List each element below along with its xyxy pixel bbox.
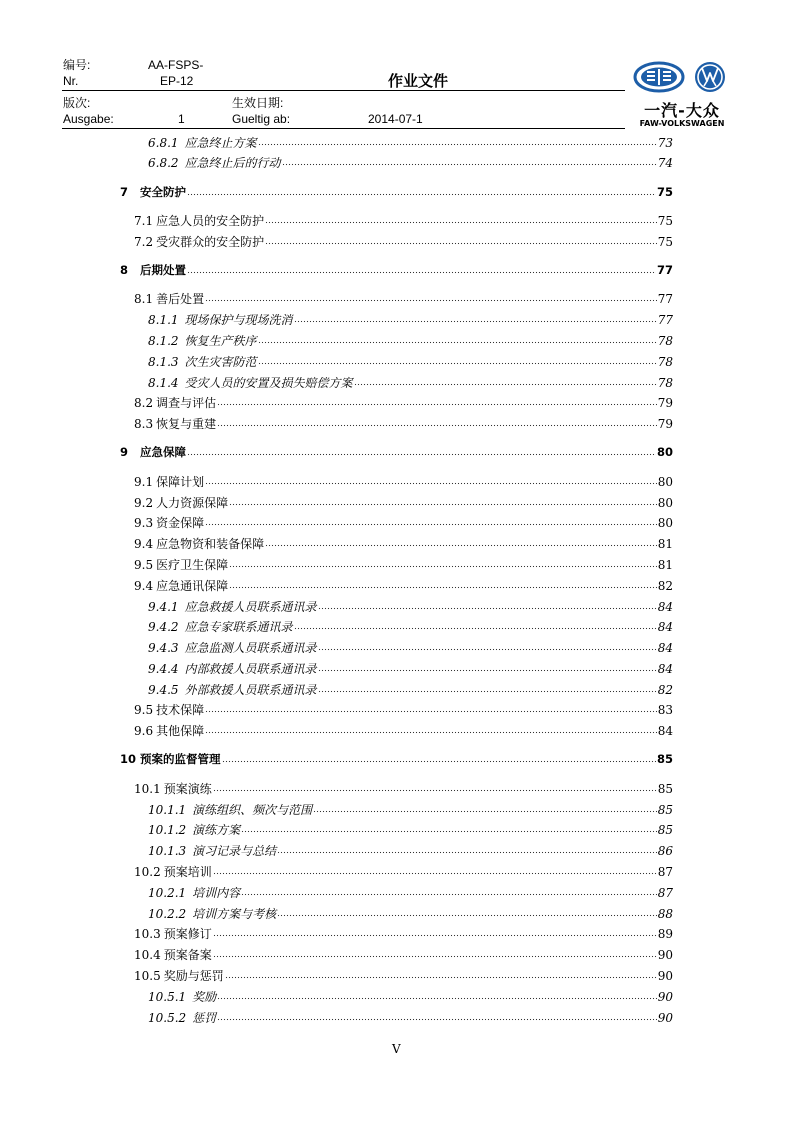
toc-entry[interactable] bbox=[134, 394, 673, 410]
toc-entry-title: 惩罚 bbox=[192, 1011, 217, 1025]
toc-entry-title: 应急终止方案 bbox=[184, 136, 257, 150]
toc-dot-leader bbox=[205, 725, 657, 735]
toc-entry[interactable] bbox=[148, 134, 673, 150]
toc-entry-title: 演练方案 bbox=[192, 823, 241, 837]
toc-dot-leader bbox=[277, 908, 657, 918]
toc-entry-number: 8 bbox=[120, 263, 129, 277]
toc-dot-leader bbox=[217, 1012, 657, 1022]
toc-entry-number: 9.5 bbox=[134, 703, 154, 717]
toc-entry-title: 培训方案与考核 bbox=[192, 907, 277, 921]
toc-entry-title: 应急物资和装备保障 bbox=[156, 537, 265, 551]
toc-entry-title: 恢复生产秩序 bbox=[184, 334, 257, 348]
toc-entry[interactable] bbox=[134, 514, 673, 530]
version-label-cn: 版次: bbox=[63, 96, 91, 110]
valid-date-label-cn: 生效日期: bbox=[232, 96, 284, 110]
toc-entry-page: 80 bbox=[657, 496, 673, 510]
toc-dot-leader bbox=[213, 928, 657, 938]
toc-entry-title: 受灾人员的安置及损失赔偿方案 bbox=[184, 376, 353, 390]
logo-en-text: FAW-VOLKSWAGEN bbox=[639, 119, 725, 128]
toc-entry-page: 78 bbox=[657, 355, 673, 369]
toc-entry-number: 10.3 bbox=[134, 927, 161, 941]
toc-entry-number: 10 bbox=[120, 752, 137, 766]
toc-entry-page: 78 bbox=[657, 334, 673, 348]
toc-entry-title: 应急保障 bbox=[140, 445, 186, 459]
toc-entry-title: 应急终止后的行动 bbox=[184, 156, 281, 170]
toc-entry-page: 81 bbox=[657, 558, 673, 572]
toc-entry-title: 恢复与重建 bbox=[156, 417, 217, 431]
toc-entry[interactable] bbox=[148, 884, 673, 900]
toc-entry[interactable] bbox=[148, 311, 673, 327]
toc-entry-number: 9.2 bbox=[134, 496, 154, 510]
toc-entry[interactable] bbox=[134, 415, 673, 431]
toc-entry-title: 保障计划 bbox=[156, 475, 205, 489]
valid-date-label-de: Gueltig ab: bbox=[232, 112, 291, 126]
toc-entry[interactable] bbox=[134, 722, 673, 738]
toc-entry[interactable] bbox=[148, 660, 673, 676]
toc-entry-number: 10.2.2 bbox=[148, 907, 187, 921]
toc-entry-number: 9.1 bbox=[134, 475, 154, 489]
toc-entry[interactable] bbox=[120, 262, 673, 278]
toc-entry-number: 10.4 bbox=[134, 948, 161, 962]
toc-dot-leader bbox=[217, 991, 657, 1001]
header-rule-top bbox=[62, 90, 625, 91]
toc-entry-title: 预案的监督管理 bbox=[140, 752, 221, 766]
toc-entry-title: 医疗卫生保障 bbox=[156, 558, 229, 572]
toc-dot-leader bbox=[229, 580, 657, 590]
toc-entry[interactable] bbox=[120, 444, 673, 460]
toc-entry[interactable] bbox=[134, 233, 673, 249]
toc-entry-number: 9.4.4 bbox=[148, 662, 179, 676]
toc-entry-page: 87 bbox=[657, 865, 673, 879]
toc-entry-page: 88 bbox=[657, 907, 673, 921]
toc-dot-leader bbox=[205, 704, 657, 714]
toc-entry-number: 10.1.3 bbox=[148, 844, 187, 858]
toc-entry-page: 77 bbox=[657, 292, 673, 306]
toc-entry-number: 9.3 bbox=[134, 516, 154, 530]
toc-entry-number: 9.6 bbox=[134, 724, 154, 738]
toc-entry[interactable] bbox=[148, 842, 673, 858]
toc-entry-title: 技术保障 bbox=[156, 703, 205, 717]
header-rule-bottom bbox=[62, 128, 625, 129]
toc-entry-title: 预案修订 bbox=[163, 927, 212, 941]
toc-entry-number: 7.2 bbox=[134, 235, 154, 249]
toc-entry-page: 77 bbox=[657, 313, 673, 327]
toc-entry-number: 10.5.2 bbox=[148, 1011, 187, 1025]
toc-entry-number: 8.1.4 bbox=[148, 376, 179, 390]
toc-dot-leader bbox=[313, 804, 657, 814]
toc-dot-leader bbox=[318, 642, 657, 652]
toc-entry-number: 10.2 bbox=[134, 865, 161, 879]
toc-dot-leader bbox=[354, 377, 657, 387]
toc-entry-title: 现场保护与现场洗消 bbox=[184, 313, 293, 327]
toc-dot-leader bbox=[187, 187, 656, 197]
toc-entry-title: 安全防护 bbox=[140, 185, 186, 199]
toc-dot-leader bbox=[258, 356, 657, 366]
toc-entry[interactable] bbox=[148, 374, 673, 390]
toc-dot-leader bbox=[222, 754, 656, 764]
toc-entry[interactable] bbox=[134, 535, 673, 551]
toc-entry-number: 8.3 bbox=[134, 417, 154, 431]
toc-entry-number: 10.1.2 bbox=[148, 823, 187, 837]
valid-date-value: 2014-07-1 bbox=[368, 112, 423, 126]
toc-dot-leader bbox=[265, 236, 657, 246]
toc-entry[interactable] bbox=[134, 701, 673, 717]
toc-entry[interactable] bbox=[148, 905, 673, 921]
toc-entry[interactable] bbox=[148, 639, 673, 655]
toc-entry-page: 75 bbox=[656, 185, 673, 199]
toc-entry[interactable] bbox=[134, 473, 673, 489]
toc-entry-page: 90 bbox=[657, 948, 673, 962]
toc-entry-title: 次生灾害防范 bbox=[184, 355, 257, 369]
toc-entry-number: 8.2 bbox=[134, 396, 154, 410]
toc-dot-leader bbox=[258, 137, 657, 147]
toc-dot-leader bbox=[187, 265, 656, 275]
toc-entry-number: 9.4.1 bbox=[148, 600, 179, 614]
doc-number-label-de: Nr. bbox=[63, 74, 79, 88]
toc-entry-page: 84 bbox=[657, 620, 673, 634]
toc-entry-page: 90 bbox=[657, 969, 673, 983]
toc-entry-page: 84 bbox=[657, 641, 673, 655]
toc-entry-number: 10.5 bbox=[134, 969, 161, 983]
toc-dot-leader bbox=[217, 418, 657, 428]
toc-entry[interactable] bbox=[148, 821, 673, 837]
toc-entry[interactable] bbox=[134, 946, 673, 962]
toc-entry-page: 75 bbox=[657, 235, 673, 249]
toc-entry-number: 7 bbox=[120, 185, 129, 199]
toc-dot-leader bbox=[229, 497, 657, 507]
toc-entry-page: 78 bbox=[657, 376, 673, 390]
toc-entry-title: 善后处置 bbox=[156, 292, 205, 306]
toc-dot-leader bbox=[258, 335, 657, 345]
toc-dot-leader bbox=[318, 684, 657, 694]
toc-entry-page: 77 bbox=[656, 263, 673, 277]
toc-dot-leader bbox=[282, 157, 657, 167]
toc-entry-number: 8.1.2 bbox=[148, 334, 179, 348]
toc-entry-title: 外部救援人员联系通讯录 bbox=[184, 683, 317, 697]
version-label-de: Ausgabe: bbox=[63, 112, 114, 126]
toc-dot-leader bbox=[265, 538, 657, 548]
toc-dot-leader bbox=[229, 559, 657, 569]
toc-entry-page: 84 bbox=[657, 724, 673, 738]
toc-entry[interactable] bbox=[134, 556, 673, 572]
toc-dot-leader bbox=[213, 783, 657, 793]
toc-entry-page: 85 bbox=[657, 823, 673, 837]
toc-entry-page: 83 bbox=[657, 703, 673, 717]
toc-entry-number: 7.1 bbox=[134, 214, 154, 228]
page-title: 作业文件 bbox=[388, 72, 449, 90]
toc-entry-title: 奖励 bbox=[192, 990, 217, 1004]
toc-entry-page: 86 bbox=[657, 844, 673, 858]
toc-entry-number: 9.5 bbox=[134, 558, 154, 572]
toc-entry[interactable] bbox=[148, 332, 673, 348]
toc-entry-number: 10.5.1 bbox=[148, 990, 187, 1004]
toc-entry-number: 9.4.5 bbox=[148, 683, 179, 697]
toc-entry-title: 演习记录与总结 bbox=[192, 844, 277, 858]
doc-number-value-line2: EP-12 bbox=[160, 74, 194, 88]
toc-entry-number: 9.4.3 bbox=[148, 641, 179, 655]
toc-dot-leader bbox=[294, 314, 657, 324]
toc-entry-page: 90 bbox=[657, 1011, 673, 1025]
toc-dot-leader bbox=[213, 949, 657, 959]
toc-entry-title: 预案演练 bbox=[163, 782, 212, 796]
toc-entry-number: 9.4.2 bbox=[148, 620, 179, 634]
toc-entry[interactable] bbox=[134, 290, 673, 306]
toc-entry-title: 应急通讯保障 bbox=[156, 579, 229, 593]
toc-entry[interactable] bbox=[148, 353, 673, 369]
toc-entry[interactable] bbox=[148, 988, 673, 1004]
toc-entry-number: 9.4 bbox=[134, 579, 154, 593]
toc-entry-title: 预案备案 bbox=[163, 948, 212, 962]
toc-entry-number: 6.8.2 bbox=[148, 156, 179, 170]
faw-volkswagen-logo bbox=[632, 60, 732, 132]
toc-entry-page: 84 bbox=[657, 662, 673, 676]
toc-dot-leader bbox=[213, 866, 657, 876]
toc-entry-number: 9.4 bbox=[134, 537, 154, 551]
toc-entry-page: 79 bbox=[657, 417, 673, 431]
toc-entry-title: 资金保障 bbox=[156, 516, 205, 530]
toc-entry-number: 8.1 bbox=[134, 292, 154, 306]
toc-entry-title: 人力资源保障 bbox=[156, 496, 229, 510]
toc-entry-page: 81 bbox=[657, 537, 673, 551]
toc-entry-title: 调查与评估 bbox=[156, 396, 217, 410]
toc-entry[interactable] bbox=[134, 577, 673, 593]
footer-page-number: V bbox=[392, 1042, 401, 1056]
toc-entry-page: 80 bbox=[657, 516, 673, 530]
toc-entry-number: 6.8.1 bbox=[148, 136, 179, 150]
toc-dot-leader bbox=[205, 476, 657, 486]
toc-entry[interactable] bbox=[148, 618, 673, 634]
toc-entry[interactable] bbox=[148, 154, 673, 170]
toc-entry-title: 受灾群众的安全防护 bbox=[156, 235, 265, 249]
toc-entry[interactable] bbox=[134, 212, 673, 228]
toc-entry-number: 10.1.1 bbox=[148, 803, 187, 817]
toc-entry-number: 8.1.1 bbox=[148, 313, 179, 327]
toc-entry-page: 74 bbox=[657, 156, 673, 170]
toc-entry-page: 80 bbox=[657, 475, 673, 489]
toc-entry-page: 89 bbox=[657, 927, 673, 941]
toc-dot-leader bbox=[265, 215, 657, 225]
toc-entry-page: 87 bbox=[657, 886, 673, 900]
toc-entry-title: 应急专家联系通讯录 bbox=[184, 620, 293, 634]
toc-entry-number: 10.1 bbox=[134, 782, 161, 796]
toc-entry-title: 后期处置 bbox=[140, 263, 186, 277]
toc-dot-leader bbox=[205, 293, 657, 303]
toc-entry[interactable] bbox=[148, 598, 673, 614]
toc-entry-title: 内部救援人员联系通讯录 bbox=[184, 662, 317, 676]
toc-entry-page: 85 bbox=[657, 782, 673, 796]
toc-dot-leader bbox=[241, 887, 657, 897]
toc-entry[interactable] bbox=[134, 925, 673, 941]
version-value: 1 bbox=[178, 112, 185, 126]
toc-entry-number: 8.1.3 bbox=[148, 355, 179, 369]
toc-entry-title: 奖励与惩罚 bbox=[163, 969, 224, 983]
toc-dot-leader bbox=[205, 517, 657, 527]
toc-entry[interactable] bbox=[148, 801, 673, 817]
toc-entry[interactable] bbox=[148, 1009, 673, 1025]
toc-entry-number: 9 bbox=[120, 445, 129, 459]
toc-entry-page: 80 bbox=[656, 445, 673, 459]
toc-entry-page: 85 bbox=[656, 752, 673, 766]
toc-entry-title: 应急救援人员联系通讯录 bbox=[184, 600, 317, 614]
toc-dot-leader bbox=[318, 601, 657, 611]
toc-entry[interactable] bbox=[120, 184, 673, 200]
toc-entry-title: 演练组织、频次与范围 bbox=[192, 803, 313, 817]
toc-dot-leader bbox=[187, 447, 656, 457]
toc-entry-title: 应急监测人员联系通讯录 bbox=[184, 641, 317, 655]
toc-entry-page: 82 bbox=[657, 579, 673, 593]
toc-dot-leader bbox=[277, 845, 657, 855]
toc-entry[interactable] bbox=[134, 863, 673, 879]
doc-number-value-line1: AA-FSPS- bbox=[148, 58, 204, 72]
toc-dot-leader bbox=[225, 970, 657, 980]
toc-dot-leader bbox=[217, 397, 657, 407]
toc-entry[interactable] bbox=[134, 494, 673, 510]
toc-entry-title: 应急人员的安全防护 bbox=[156, 214, 265, 228]
toc-entry-title: 预案培训 bbox=[163, 865, 212, 879]
faw-vw-emblems-icon bbox=[632, 60, 732, 100]
toc-entry-page: 84 bbox=[657, 600, 673, 614]
toc-entry[interactable] bbox=[148, 681, 673, 697]
toc-dot-leader bbox=[294, 621, 657, 631]
toc-dot-leader bbox=[318, 663, 657, 673]
toc-entry-page: 82 bbox=[657, 683, 673, 697]
toc-entry-page: 73 bbox=[657, 136, 673, 150]
toc-entry[interactable] bbox=[120, 751, 673, 767]
toc-entry[interactable] bbox=[134, 967, 673, 983]
logo-cn-text: 一汽-大众 bbox=[644, 101, 720, 120]
toc-entry-page: 85 bbox=[657, 803, 673, 817]
toc-entry-title: 培训内容 bbox=[192, 886, 241, 900]
toc-dot-leader bbox=[241, 824, 657, 834]
toc-entry-page: 75 bbox=[657, 214, 673, 228]
toc-entry-page: 90 bbox=[657, 990, 673, 1004]
toc-entry-number: 10.2.1 bbox=[148, 886, 187, 900]
toc-entry[interactable] bbox=[134, 780, 673, 796]
toc-entry-page: 79 bbox=[657, 396, 673, 410]
doc-number-label-cn: 编号: bbox=[63, 58, 91, 72]
toc-entry-title: 其他保障 bbox=[156, 724, 205, 738]
